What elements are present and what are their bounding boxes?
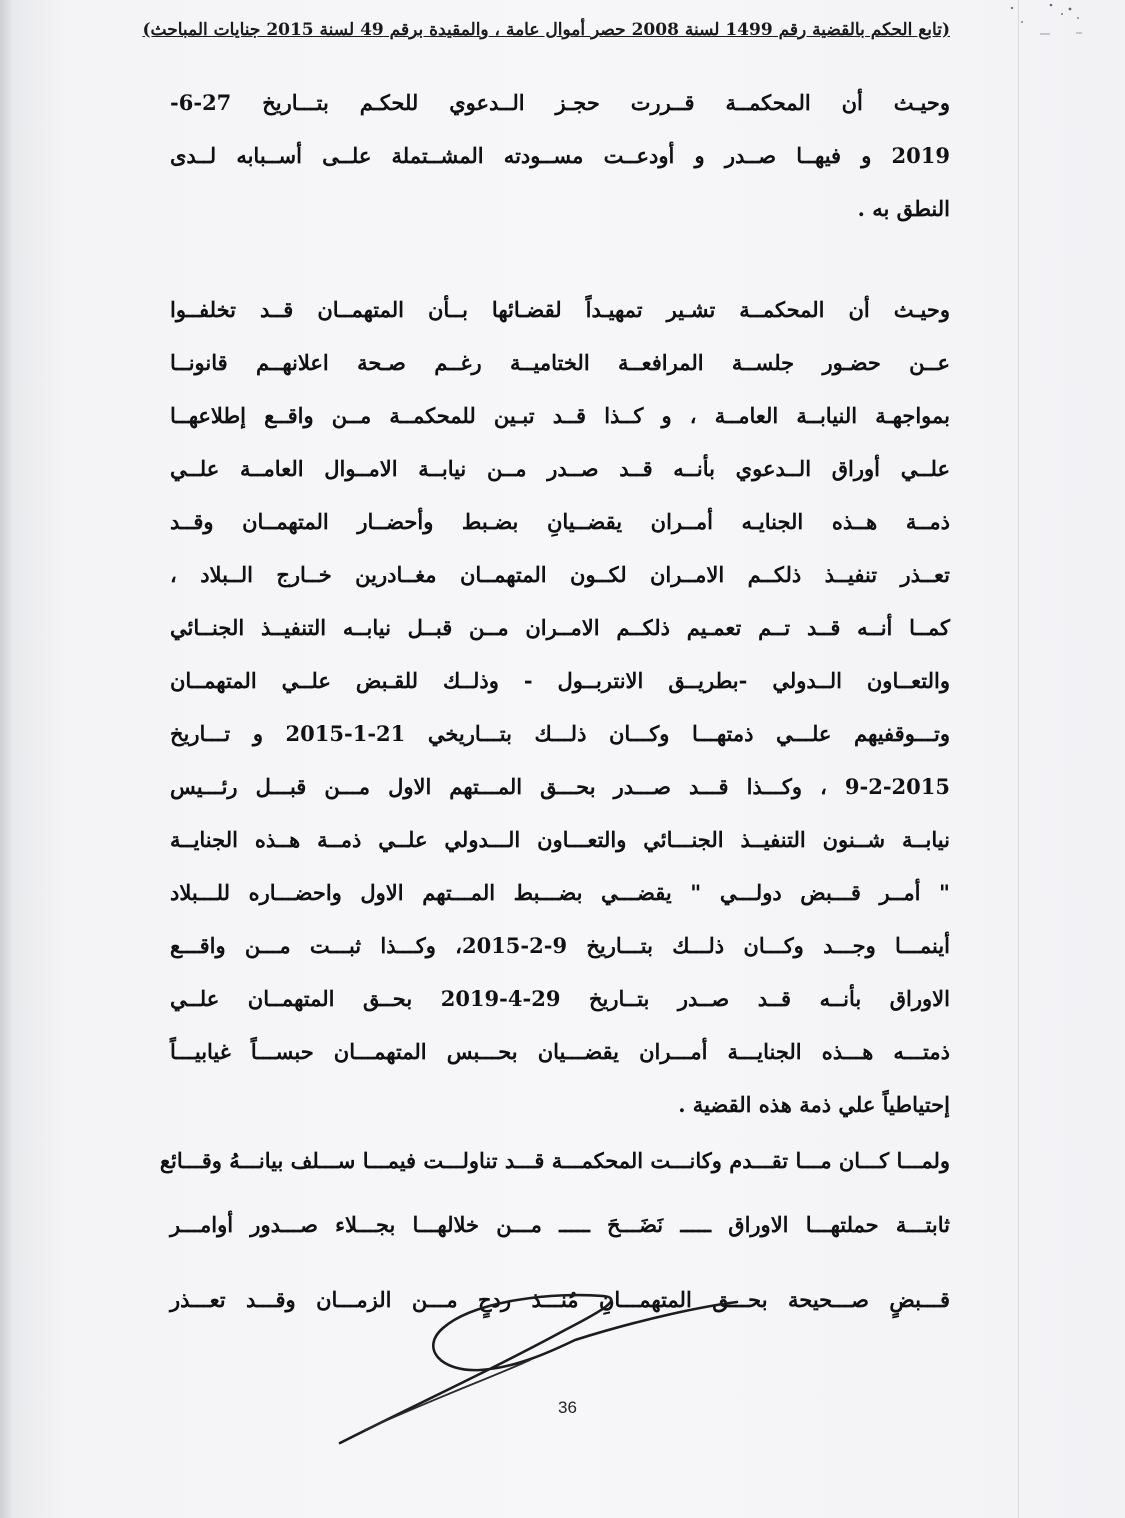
document-body [159, 76, 950, 1337]
text-line: كمــا أنــه قــد تــم تعمـيم ذلكــم الامــران مــن قبــل نيابــه التنفيــذ الجنــائي [170, 615, 950, 640]
text-line: ثابتـــة حملتهـــا الاوراق ـــــ نَضَـــحَ ـــــ مـــن خلالهـــا بجـــلاء صـــدور أوامـــر [170, 1212, 950, 1237]
text-line: عــن حضـور جلســة المرافعــة الختاميــة رغــم صـحة اعلانهــم قانونــا [170, 350, 950, 375]
text-line: النطق به . [857, 196, 950, 221]
text-line: ولمـــا كـــان مـــا تقـــدم وكانـــت المحكمـــة قـــد تناولـــت فيمـــا ســـلف بيانـــهُ وقـــائع [159, 1148, 950, 1173]
text-line: أينمـــا وجـــد وكـــان ذلـــك بتـــاريخ 9-2-2015، وكـــذا ثبـــت مـــن واقـــع [170, 933, 950, 958]
text-line: إحتياطياً علي ذمة هذه القضية . [678, 1092, 950, 1117]
scan-speckles [990, 0, 1100, 40]
text-line: الاوراق بأنــه قــد صــدر بتــاريخ 29-4-2019 بحــق المتهمــان علــي [170, 986, 950, 1011]
text-line: والتعــاون الــدولي -بطريــق الانتربــول - وذلــك للقـبض علــي المتهمــان [170, 668, 950, 693]
paragraph-spacer [170, 235, 950, 283]
text-line: نيابــة شــنون التنفيــذ الجنـــائي والتعـــاون الـــدولي علــي ذمــة هــذه الجنايــة [170, 827, 950, 852]
text-line: 2019 و فيهــا صــدر و أودعــت مســودته المشــتملة علــى أســبابه لــدى [170, 143, 950, 168]
paragraph-deliberation [170, 76, 950, 235]
page-edge-shadow [0, 0, 14, 1518]
handwritten-signature [325, 1290, 755, 1460]
case-header: (تابع الحكم بالقضية رقم 1499 لسنة 2008 حصر أموال عامة ، والمقيدة برقم 49 لسنة 2015 جنايات المباحث) [142, 20, 950, 40]
page-fold-line [1018, 0, 1019, 1518]
text-line: قـــبضٍ صـــحيحة بحـــق المتهمـــانِ مُنـــذ ردحٍ مـــن الزمـــان وقـــد تعـــذر [170, 1287, 950, 1312]
text-line: 9-2-2015 ، وكـــذا قـــد صـــدر بحـــق المـــتهم الاول مـــن قبـــل رئـــيس [170, 774, 950, 799]
page-number: 36 [558, 1398, 577, 1417]
text-line: تعــذر تنفيــذ ذلكــم الامــران لكــون المتهمــان مغــادرين خــارج الــبلاد ، [170, 562, 950, 587]
text-line: علــي أوراق الــدعوي بأنــه قــد صــدر مــن نيابــة الامــوال العامــة علــي [170, 456, 950, 481]
text-line: وتـــوقفيهم علـــي ذمتهـــا وكـــان ذلـــك بتـــاريخي 21-1-2015 و تـــاريخ [170, 721, 950, 746]
paragraph-absence-and-orders [170, 283, 950, 1131]
text-line: ذمــة هــذه الجنايـه أمــران يقضــيانِ بضـبط وأحضــار المتهمــان وقــد [170, 509, 950, 534]
text-line: بمواجهـة النيابــة العامــة ، و كــذا قــد تبـين للمحكمــة مــن واقــع إطلاعهــا [170, 403, 950, 428]
text-line: وحيـث أن المحكمــة قــررت حجـز الــدعوي للحكـم بتـــاريخ 27-6- [170, 90, 950, 115]
text-line: ذمتـــه هـــذه الجنايـــة أمـــران يقضـــيان بحـــبس المتهمـــان حبســـاً غيابيـــاً [170, 1039, 950, 1064]
text-line: " أمــر قـــبض دولـــي " يقضـــي بضـــبط المـــتهم الاول واحضـــاره للـــبلاد [170, 880, 950, 905]
text-line: وحيـث أن المحكمــة تشـير تمهيـداً لقضـائها بــأن المتهمــان قــد تخلفــوا [170, 297, 950, 322]
